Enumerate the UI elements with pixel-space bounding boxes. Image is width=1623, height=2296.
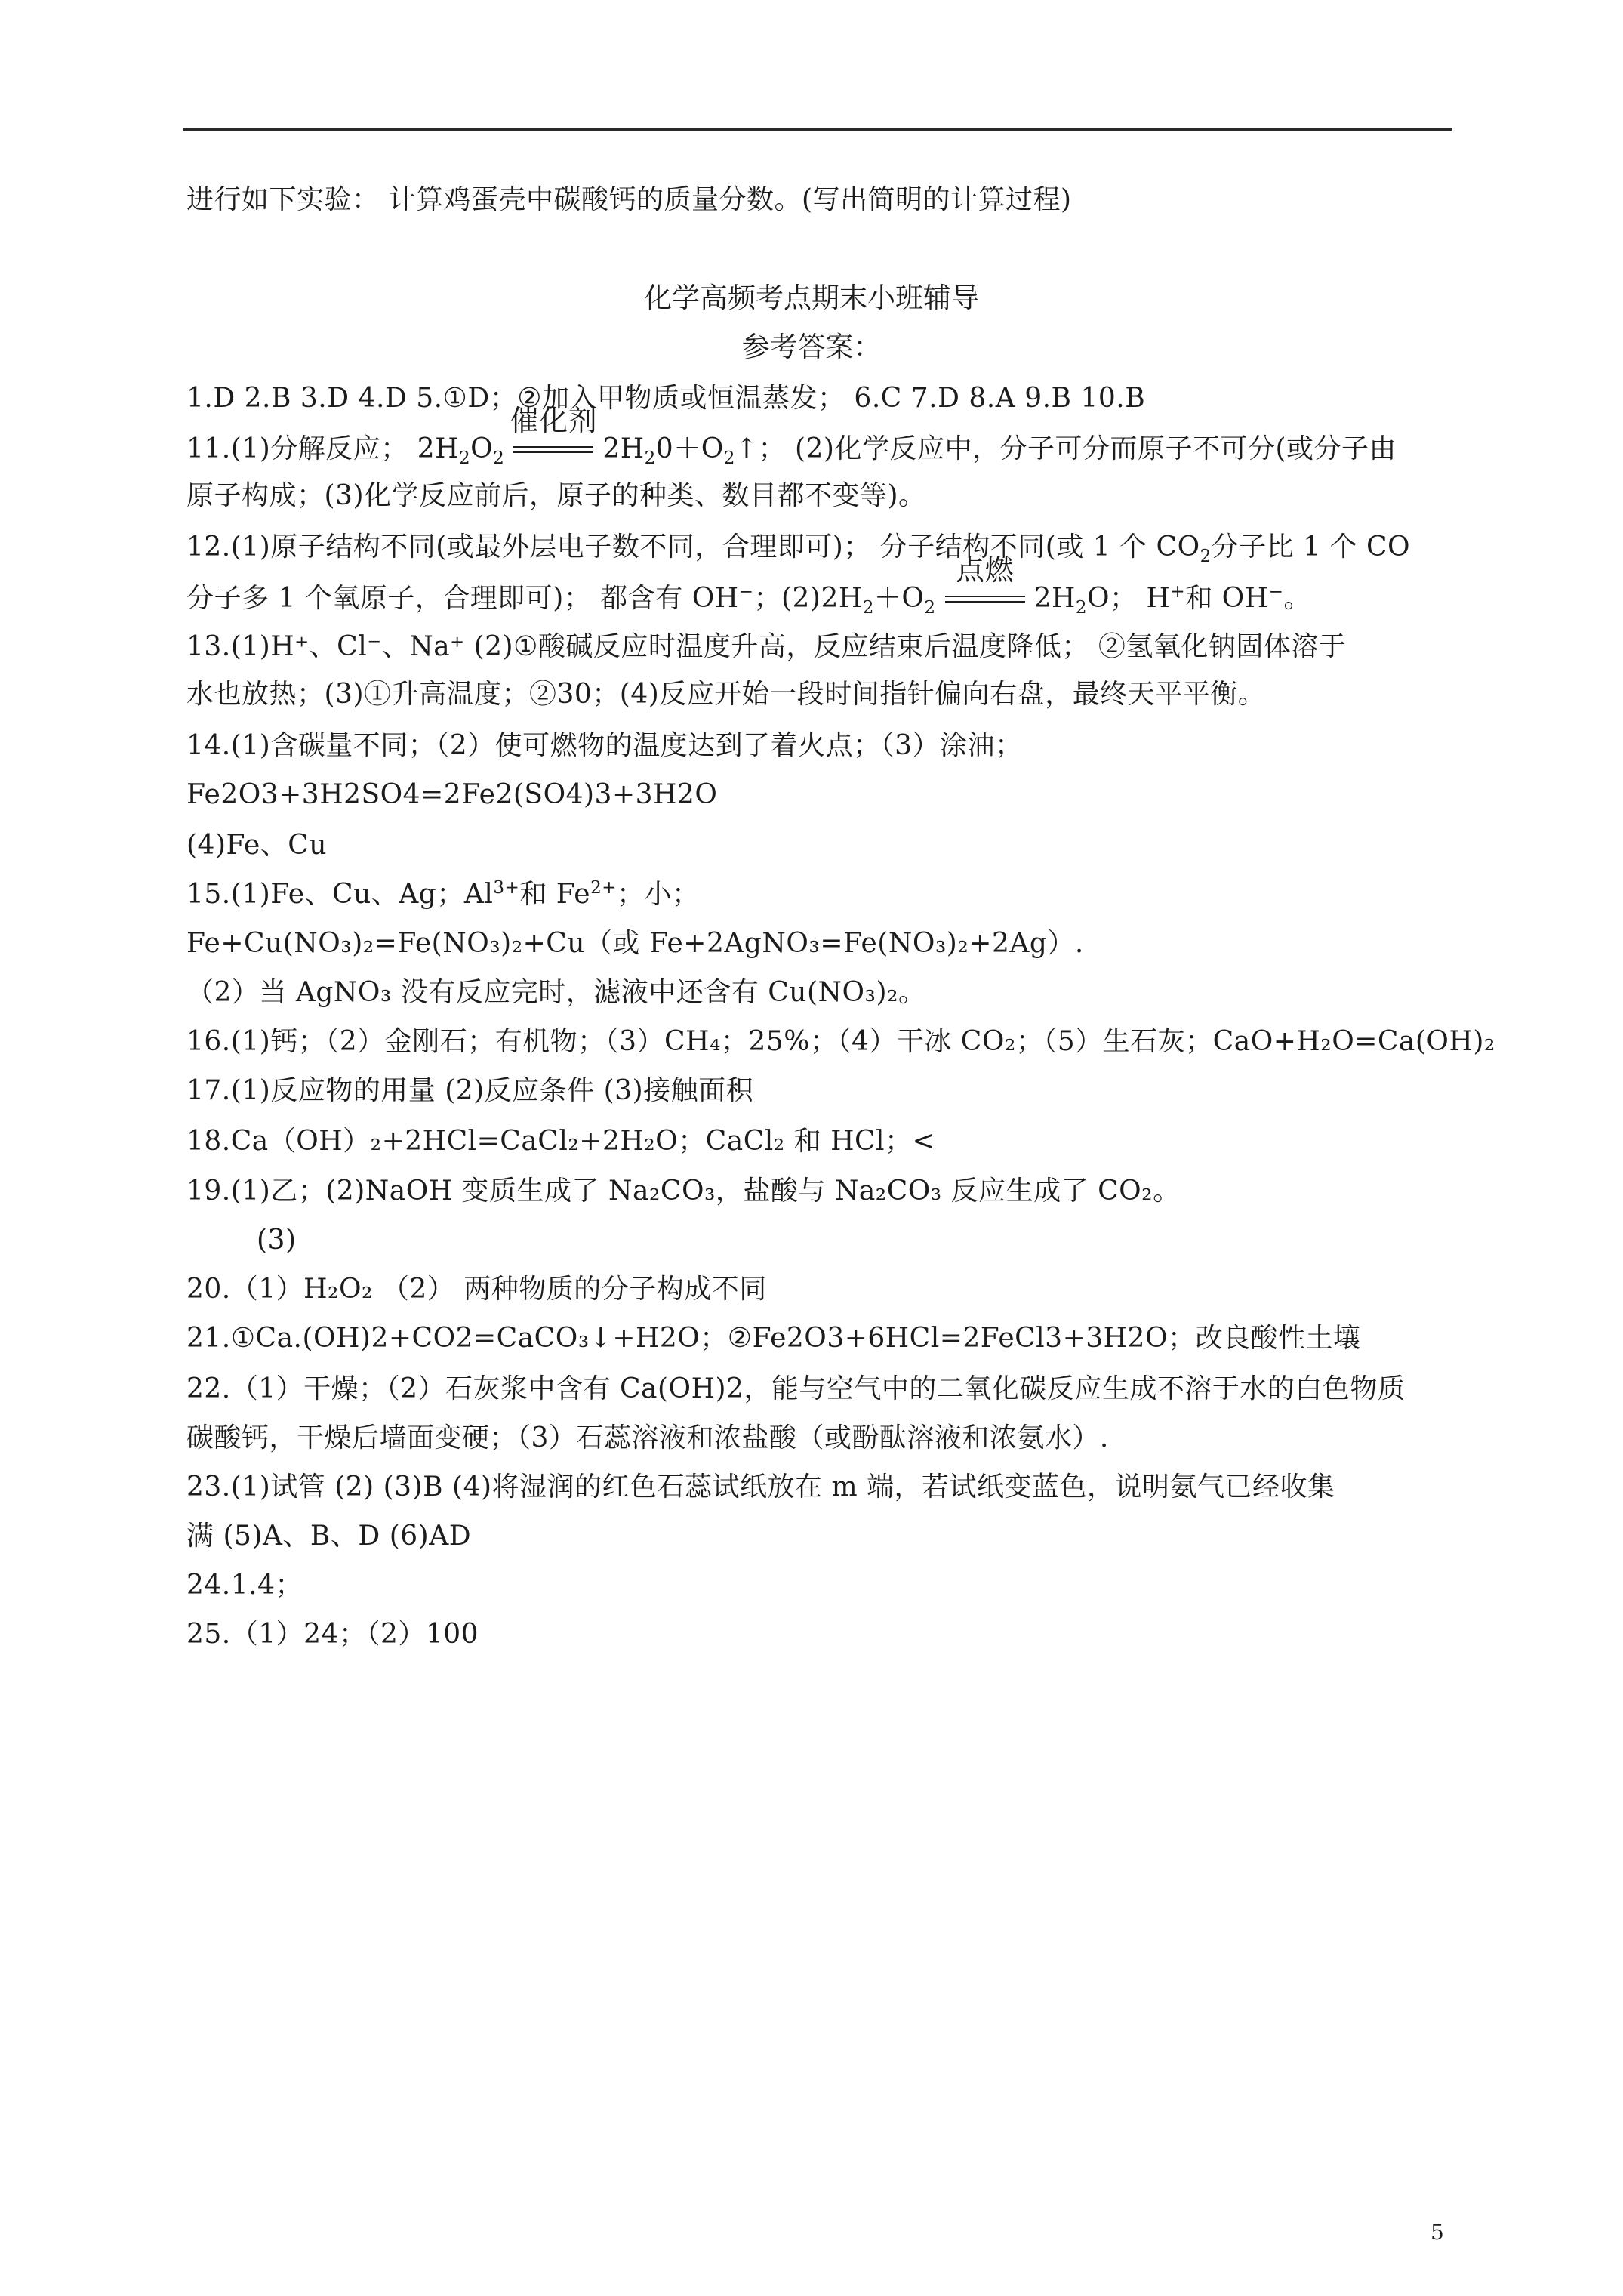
answer-12-line-2: 分子多 1 个氧原子，合理即可)； 都含有 OH−；$(2)2H_2+O_2$ 点燃 $2H_2O$； H+和 OH−。	[186, 553, 1311, 618]
answer-16: 16.(1)钙；（2）金刚石；有机物；（3）CH₄；25%；（4）干冰 CO₂；（5）生石灰；CaO+H₂O=Ca(OH)₂	[186, 1026, 1495, 1057]
answer-17: 17.(1)反应物的用量 (2)反应条件 (3)接触面积	[186, 1075, 754, 1106]
answer-14-line-3: (4)Fe、Cu	[186, 830, 328, 861]
answer-20: 20.（1）H₂O₂ （2） 两种物质的分子构成不同	[186, 1274, 767, 1305]
answer-15-line-2: Fe+Cu(NO₃)₂=Fe(NO₃)₂+Cu（或 Fe+2AgNO₃=Fe(NO₃)₂+2Ag）.	[186, 928, 1084, 959]
answer-25: 25.（1）24；（2）100	[186, 1619, 479, 1650]
answer-15-line-1: 15.(1)Fe、Cu、Ag；$Al^{3+}$和 $Fe^{2+}$；小；	[186, 878, 700, 910]
catalyst-condition: 催化剂	[509, 436, 598, 466]
subheading: 参考答案：	[741, 331, 882, 363]
answer-15-line-3: （2）当 AgNO₃ 没有反应完时，滤液中还含有 Cu(NO₃)₂。	[186, 977, 926, 1008]
heading: 化学高频考点期末小班辅导	[644, 282, 979, 314]
answer-19-line-2: (3)	[257, 1225, 297, 1256]
answer-11-line-1: 11.(1)分解反应； $2H_2O_2$ 催化剂 $2H_20+O_2↑$； (2)化学反应中，分子可分而原子不可分(或分子由	[186, 404, 1397, 469]
answer-14-line-1: 14.(1)含碳量不同；（2）使可燃物的温度达到了着火点；（3）涂油；	[186, 730, 1023, 761]
answer-13-line-1: 13.(1)H⁺、Cl⁻、Na⁺ (2)①酸碱反应时温度升高，反应结束后温度降低； ②氢氧化钠固体溶于	[186, 631, 1347, 662]
answer-23-line-1: 23.(1)试管 (2) (3)B (4)将湿润的红色石蕊试纸放在 m 端，若试纸变蓝色，说明氨气已经收集	[186, 1472, 1335, 1502]
intro-line: 进行如下实验： 计算鸡蛋壳中碳酸钙的质量分数。(写出简明的计算过程)	[186, 184, 1072, 215]
ignition-condition: 点燃	[941, 585, 1030, 615]
answer-19-line-1: 19.(1)乙；(2)NaOH 变质生成了 Na₂CO₃，盐酸与 Na₂CO₃ 反应生成了 CO₂。	[186, 1176, 1181, 1207]
answer-13-line-2: 水也放热；(3)①升高温度；②30；(4)反应开始一段时间指针偏向右盘，最终天平平衡。	[186, 679, 1266, 710]
answer-12-line-1: 12.(1)原子结构不同(或最外层电子数不同，合理即可)； 分子结构不同(或 1 个 $CO_2$分子比 1 个 CO	[186, 532, 1411, 567]
answer-22-line-1: 22.（1）干燥；（2）石灰浆中含有 Ca(OH)2，能与空气中的二氧化碳反应生成不溶于水的白色物质	[186, 1373, 1406, 1404]
header-rule	[183, 128, 1452, 131]
page-number: 5	[1431, 2220, 1444, 2245]
answer-1-10: 1.D 2.B 3.D 4.D 5.①D；②加入甲物质或恒温蒸发； 6.C 7.D 8.A 9.B 10.B	[186, 383, 1146, 414]
answer-24: 24.1.4；	[186, 1570, 303, 1601]
answer-23-line-2: 满 (5)A、B、D (6)AD	[186, 1521, 472, 1552]
answer-11-line-2: 原子构成；(3)化学反应前后，原子的种类、数目都不变等)。	[186, 480, 926, 511]
answer-21: 21.①Ca.(OH)2+CO2=CaCO₃↓+H2O；②Fe2O3+6HCl=2FeCl3+3H2O；改良酸性土壤	[186, 1323, 1361, 1354]
answer-18: 18.Ca（OH）₂+2HCl=CaCl₂+2H₂O；CaCl₂ 和 HCl；<	[186, 1126, 936, 1157]
answer-22-line-2: 碳酸钙，干燥后墙面变硬；（3）石蕊溶液和浓盐酸（或酚酞溶液和浓氨水）.	[186, 1422, 1109, 1453]
answer-14-equation: Fe2O3+3H2SO4=2Fe2(SO4)3+3H2O	[186, 779, 718, 810]
